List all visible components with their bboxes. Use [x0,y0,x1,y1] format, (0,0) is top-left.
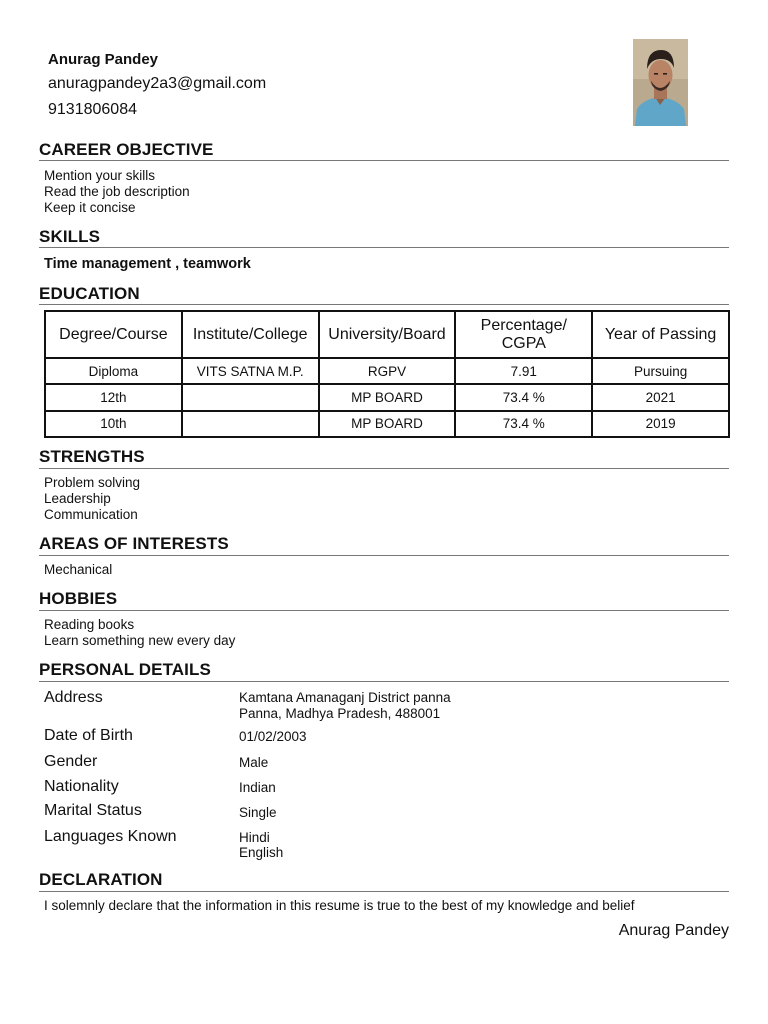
education-table [44,310,730,438]
languages-label: Languages Known [44,828,177,845]
section-divider [39,160,729,161]
language-item: Hindi [239,830,270,845]
table-cell: VITS SATNA M.P. [182,358,319,384]
objective-line: Mention your skills [44,168,156,183]
table-cell: 73.4 % [455,411,592,437]
marital-status-value: Single [239,805,277,820]
table-cell: Pursuing [592,358,729,384]
education-heading: EDUCATION [39,284,140,303]
table-header-row [45,311,729,358]
marital-status-label: Marital Status [44,802,142,819]
table-cell: MP BOARD [319,411,456,437]
declaration-heading: DECLARATION [39,870,163,889]
skills-text: Time management , teamwork [44,256,251,272]
table-cell: RGPV [319,358,456,384]
table-cell: 73.4 % [455,384,592,410]
nationality-value: Indian [239,780,276,795]
skills-heading: SKILLS [39,227,101,246]
candidate-name: Anurag Pandey [48,51,159,68]
section-divider [39,468,729,469]
column-header-degree: Degree/Course [45,311,182,358]
hobby-item: Learn something new every day [44,633,236,648]
table-cell: 2019 [592,411,729,437]
career-objective-heading: CAREER OBJECTIVE [39,140,214,159]
address-label: Address [44,689,103,706]
email-address: anuragpandey2a3@gmail.com [48,75,267,92]
address-line-2: Panna, Madhya Pradesh, 488001 [239,706,441,721]
table-cell: 2021 [592,384,729,410]
hobby-item: Reading books [44,617,135,632]
strength-item: Problem solving [44,475,141,490]
section-divider [39,247,729,248]
phone-number: 9131806084 [48,101,137,118]
language-item: English [239,845,284,860]
objective-line: Keep it concise [44,200,136,215]
signature-name: Anurag Pandey [618,922,729,939]
dob-value: 01/02/2003 [239,729,307,744]
table-cell: 10th [45,411,182,437]
section-divider [39,555,729,556]
section-divider [39,891,729,892]
nationality-label: Nationality [44,778,119,795]
section-divider [39,610,729,611]
table-row [45,411,729,437]
section-divider [39,304,729,305]
table-cell [182,384,319,410]
table-cell: 12th [45,384,182,410]
interest-item: Mechanical [44,562,113,577]
column-header-university: University/Board [319,311,456,358]
column-header-year: Year of Passing [592,311,729,358]
interests-heading: AREAS OF INTERESTS [39,534,229,553]
address-line-1: Kamtana Amanaganj District panna [239,690,451,705]
table-row [45,358,729,384]
gender-value: Male [239,755,269,770]
table-cell: Diploma [45,358,182,384]
table-cell: MP BOARD [319,384,456,410]
column-header-institute: Institute/College [182,311,319,358]
objective-line: Read the job description [44,184,190,199]
strength-item: Communication [44,507,138,522]
section-divider [39,681,729,682]
table-cell [182,411,319,437]
hobbies-heading: HOBBIES [39,589,118,608]
personal-details-heading: PERSONAL DETAILS [39,660,211,679]
table-row [45,384,729,410]
dob-label: Date of Birth [44,727,133,744]
column-header-percentage: Percentage/ CGPA [455,311,592,358]
table-cell: 7.91 [455,358,592,384]
strength-item: Leadership [44,491,111,506]
strengths-heading: STRENGTHS [39,447,145,466]
gender-label: Gender [44,753,98,770]
declaration-text: I solemnly declare that the information in this resume is true to the best of my knowledge and belief [44,898,635,913]
profile-photo [633,39,688,126]
